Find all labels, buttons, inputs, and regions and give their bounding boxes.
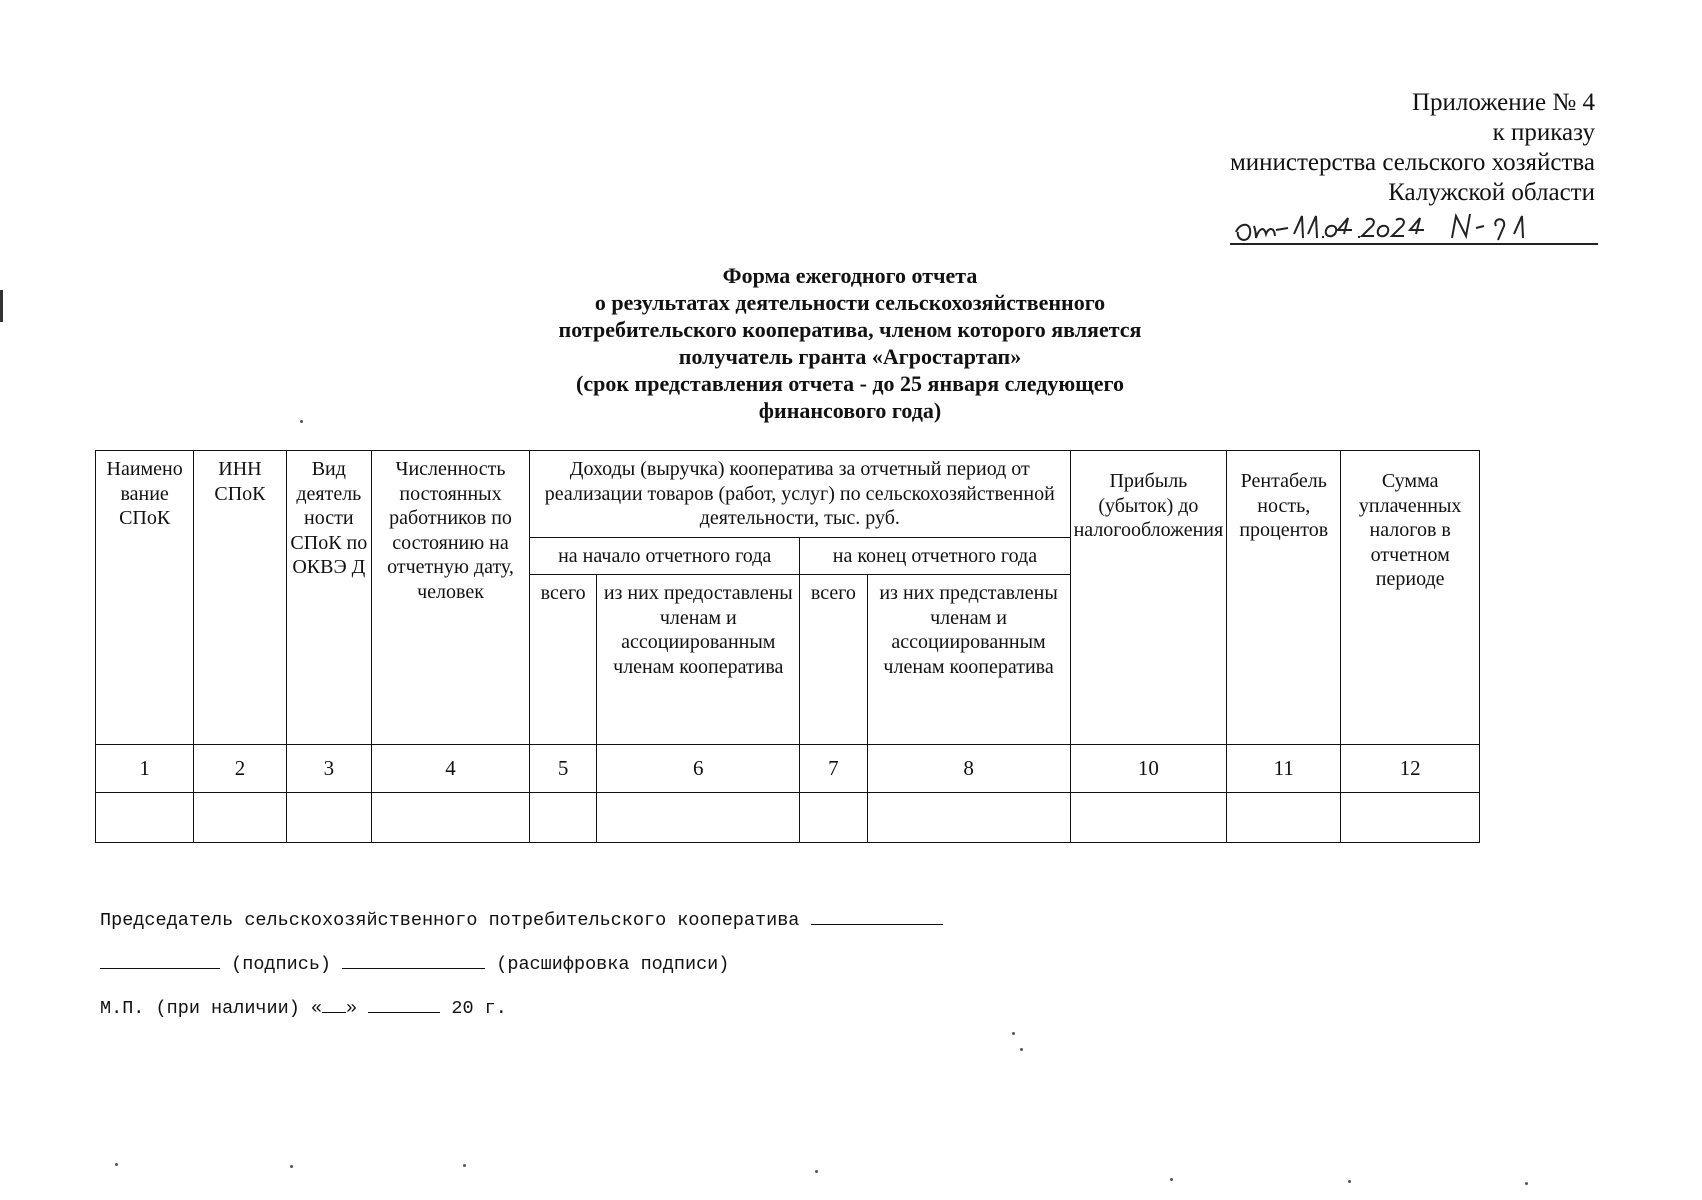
- col-number: 12: [1341, 745, 1480, 793]
- cell-taxes-input[interactable]: [1341, 793, 1480, 843]
- signature-label: (подпись): [231, 954, 332, 975]
- scan-speck: [300, 420, 303, 423]
- col-number: 10: [1070, 745, 1227, 793]
- header-total-start: всего: [530, 575, 597, 745]
- report-table: [95, 450, 1480, 843]
- col-number: 3: [286, 745, 371, 793]
- cell-activity-input[interactable]: [286, 793, 371, 843]
- cell-inn-input[interactable]: [194, 793, 286, 843]
- column-number-row: [96, 745, 1480, 793]
- col-number: 7: [800, 745, 867, 793]
- seal-date-line: [100, 998, 507, 1019]
- header-members-start: из них предоставлены членам и ассоциированным членам кооператива: [597, 575, 800, 745]
- chairman-blank[interactable]: [811, 910, 943, 925]
- scan-speck: [1348, 1180, 1351, 1183]
- col-number: 6: [597, 745, 800, 793]
- header-total-end: всего: [800, 575, 867, 745]
- header-members-end: из них представлены членам и ассоциированным членам кооператива: [867, 575, 1070, 745]
- cell-members-start-input[interactable]: [597, 793, 800, 843]
- cell-name-input[interactable]: [96, 793, 194, 843]
- header-profit: Прибыль (убыток) до налогообложения: [1070, 451, 1227, 745]
- col-number: 8: [867, 745, 1070, 793]
- signature-decode-blank[interactable]: [342, 954, 485, 969]
- seal-quote-close: »: [346, 998, 358, 1019]
- scan-speck: [290, 1165, 293, 1168]
- form-title: [420, 262, 1280, 424]
- signature-decode-label: (расшифровка подписи): [496, 954, 730, 975]
- scan-speck: [463, 1164, 466, 1167]
- chairman-label: Председатель сельскохозяйственного потребительского кооператива: [100, 910, 800, 931]
- scan-speck: [1170, 1178, 1173, 1181]
- cell-total-end-input[interactable]: [800, 793, 867, 843]
- cell-total-start-input[interactable]: [530, 793, 597, 843]
- header-start-of-year: на начало отчетного года: [530, 537, 800, 575]
- title-line-2: о результатах деятельности сельскохозяйственного: [594, 290, 1106, 315]
- scan-speck: [1525, 1182, 1528, 1185]
- signature-line: [100, 954, 729, 975]
- cell-profit-input[interactable]: [1070, 793, 1227, 843]
- scan-margin-mark: [0, 290, 3, 322]
- appendix-order-ref: к приказу: [1492, 119, 1595, 146]
- signature-blank[interactable]: [100, 954, 220, 969]
- cell-staff-input[interactable]: [372, 793, 530, 843]
- header-name: Наимено вание СПоК: [96, 451, 194, 745]
- scan-speck: [1020, 1048, 1023, 1051]
- appendix-block: [1230, 88, 1595, 208]
- title-line-3: потребительского кооператива, членом которого является: [558, 317, 1142, 342]
- seal-label: М.П. (при наличии) «: [100, 998, 323, 1019]
- month-blank[interactable]: [368, 998, 440, 1013]
- title-line-5: (срок представления отчета - до 25 января следующего: [576, 371, 1124, 396]
- header-row-1: [96, 451, 1480, 538]
- handwritten-order-date: [1230, 204, 1598, 248]
- col-number: 5: [530, 745, 597, 793]
- header-activity: Вид деятель ности СПоК по ОКВЭ Д: [286, 451, 371, 745]
- scan-speck: [1012, 1032, 1015, 1035]
- col-number: 2: [194, 745, 286, 793]
- title-line-1: Форма ежегодного отчета: [722, 263, 978, 288]
- data-row-empty: [96, 793, 1480, 843]
- appendix-ministry: министерства сельского хозяйства: [1229, 149, 1595, 176]
- header-end-of-year: на конец отчетного года: [800, 537, 1070, 575]
- appendix-region: Калужской области: [1388, 179, 1595, 206]
- scan-speck: [115, 1163, 118, 1166]
- header-staff: Численность постоянных работников по состоянию на отчетную дату, человек: [372, 451, 530, 745]
- col-number: 11: [1227, 745, 1341, 793]
- title-line-6: финансового года): [758, 398, 942, 423]
- col-number: 1: [96, 745, 194, 793]
- chairman-line: [100, 910, 943, 931]
- day-blank[interactable]: [322, 998, 346, 1013]
- header-taxes: Сумма уплаченных налогов в отчетном периоде: [1341, 451, 1480, 745]
- appendix-number: Приложение № 4: [1411, 89, 1595, 116]
- title-line-4: получатель гранта «Агростартап»: [678, 344, 1022, 369]
- header-income: Доходы (выручка) кооператива за отчетный период от реализации товаров (работ, услуг) по сельскохозяйственной деятельности, тыс. руб.: [530, 451, 1071, 538]
- cell-members-end-input[interactable]: [867, 793, 1070, 843]
- scan-speck: [815, 1170, 818, 1173]
- header-inn: ИНН СПоК: [194, 451, 286, 745]
- year-label: 20 г.: [451, 998, 507, 1019]
- header-profitability: Рентабель ность, процентов: [1227, 451, 1341, 745]
- col-number: 4: [372, 745, 530, 793]
- cell-profitability-input[interactable]: [1227, 793, 1341, 843]
